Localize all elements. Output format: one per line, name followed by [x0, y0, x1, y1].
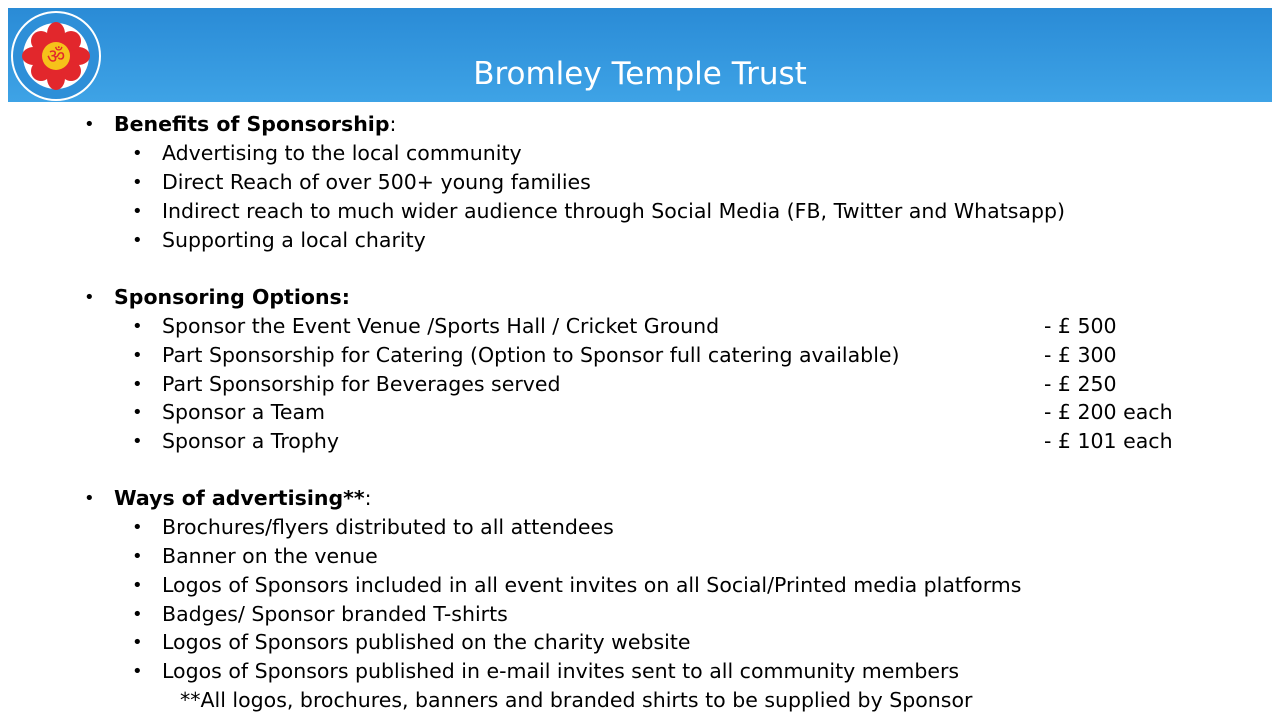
- option-label: Sponsor the Event Venue /Sports Hall / Cricket Ground: [162, 314, 720, 338]
- option-label: Part Sponsorship for Catering (Option to Sponsor full catering available): [162, 343, 900, 367]
- options-heading: Sponsoring Options:: [114, 285, 350, 309]
- option-price: - £ 200 each: [1044, 400, 1173, 424]
- option-label: Sponsor a Team: [162, 400, 325, 424]
- option-label: Part Sponsorship for Beverages served: [162, 372, 561, 396]
- bullet: •: [84, 114, 95, 135]
- option-price: - £ 500: [1044, 314, 1117, 338]
- option-label: Sponsor a Trophy: [162, 429, 339, 453]
- bullet: •: [84, 287, 95, 308]
- om-symbol: ॐ: [46, 44, 66, 68]
- bullet: •: [84, 488, 95, 509]
- option-price: - £ 300: [1044, 343, 1117, 367]
- benefits-heading: Benefits of Sponsorship: [114, 112, 390, 136]
- option-price: - £ 101 each: [1044, 429, 1173, 453]
- advertising-heading: Ways of advertising**: [114, 486, 365, 510]
- sponsor-supply-note: **All logos, brochures, banners and branded shirts to be supplied by Sponsor: [180, 688, 973, 712]
- page-title: Bromley Temple Trust: [473, 56, 807, 92]
- option-price: - £ 250: [1044, 372, 1117, 396]
- slide-content: • Benefits of Sponsorship: • Advertising to the local community • Direct Reach of over 500+ young families • Indirect reach to much wider audience through Social Media (FB, Twitter and Whatsapp) • Supporting a local charity • Sponsoring Options: • Sponsor the Event Venue /Sports Hall / Cricket Ground - £ 500 • Part Sponsorship for Catering (Option to Sponsor full catering available) - £ 300 • Part Sponsorship for Beverages served - £ 250 • Sponsor a Team - £ 200 each • Sponsor a Trophy - £ 101 each • Ways of advertising**: • Brochures/flyers distributed to all attendees • Banner on the venue • Logos of Sponsors included in all event invites on all Social/Printed media platforms • Badges/ Sponsor branded T-shirts • Logos of Sponsors published on the charity website • Logos of Sponsors published in e-mail invites sent to all community members **All logos, brochures, banners and branded shirts to be supplied by Sponsor: [0, 0, 1280, 720]
